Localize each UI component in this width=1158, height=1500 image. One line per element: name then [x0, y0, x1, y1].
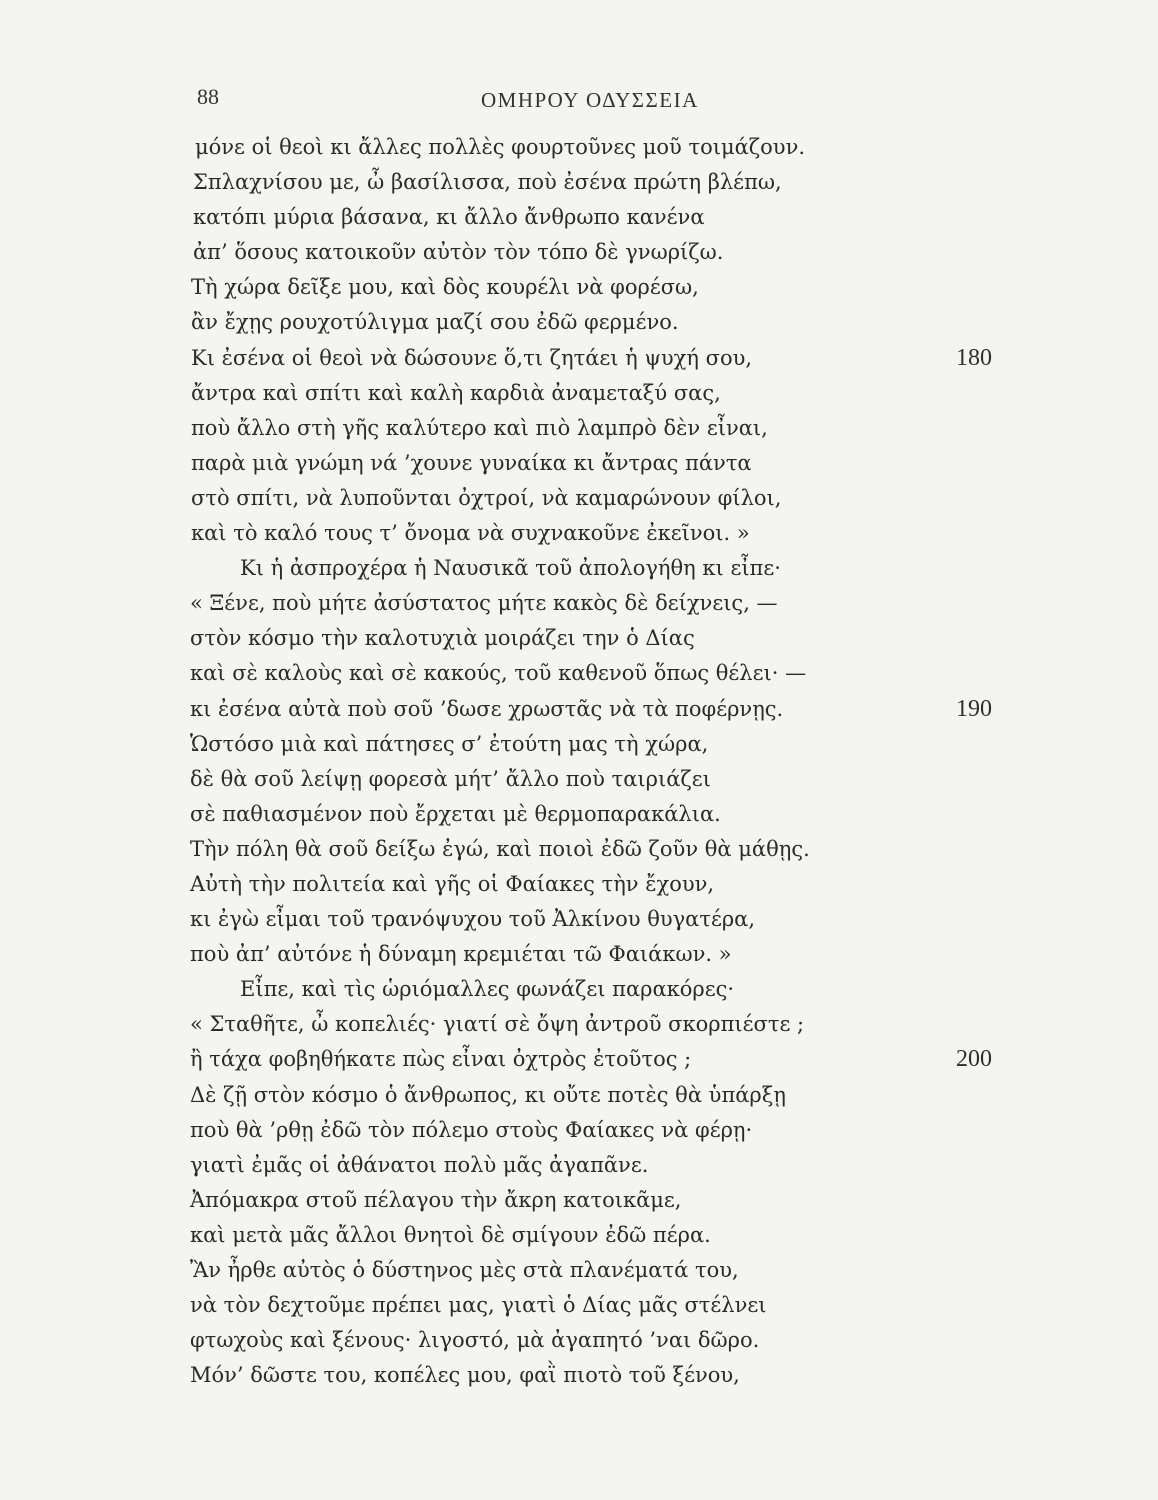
verse-line	[0, 516, 1158, 551]
verse-line	[0, 200, 1158, 235]
verse-text: « Σταθῆτε, ὦ κοπελιές· γιατί σὲ ὄψη ἀντροῦ σκορπιέστε ;	[190, 1012, 805, 1037]
page-number: 88	[197, 84, 219, 109]
verse-text: ἄντρα καὶ σπίτι καὶ καλὴ καρδιὰ ἀναμεταξύ σας,	[191, 380, 721, 405]
verse-line	[0, 165, 1158, 200]
verse-line	[0, 1358, 1158, 1393]
verse-text: σὲ παθιασμένον ποὺ ἔρχεται μὲ θερμοπαρακάλια.	[190, 801, 721, 826]
verse-line	[0, 1148, 1158, 1183]
verse-text: γιατὶ ἐμᾶς οἱ ἀθάνατοι πολὺ μᾶς ἀγαπᾶνε.	[190, 1152, 649, 1177]
verse-text: φτωχοὺς καὶ ξένους· λιγοστό, μὰ ἀγαπητό ’ναι δῶρο.	[190, 1328, 760, 1353]
verse-line	[0, 305, 1158, 340]
verse-line	[0, 692, 1158, 727]
verse-line	[0, 727, 1158, 762]
verse-line	[0, 656, 1158, 691]
verse-line	[0, 1323, 1158, 1358]
verse-text: ποὺ ἀπ’ αὐτόνε ἡ δύναμη κρεμιέται τῶ Φαιάκων. »	[190, 942, 732, 967]
verse-line	[0, 586, 1158, 621]
verse-line	[0, 446, 1158, 481]
verse-line	[0, 1218, 1158, 1253]
verse-text: μόνε οἱ θεοὶ κι ἄλλες πολλὲς φουρτοῦνες μοῦ τοιμάζουν.	[195, 135, 806, 159]
verse-text: καὶ μετὰ μᾶς ἄλλοι θνητοὶ δὲ σμίγουν ἐδῶ πέρα.	[190, 1222, 711, 1247]
verse-text: Ἀπόμακρα στοῦ πέλαγου τὴν ἄκρη κατοικᾶμε,	[190, 1187, 682, 1212]
verse-line	[0, 937, 1158, 972]
verse-text: Τὴ χώρα δεῖξε μου, καὶ δὸς κουρέλι νὰ φορέσω,	[191, 275, 699, 300]
verse-text: δὲ θὰ σοῦ λείψῃ φορεσὰ μήτ’ ἄλλο ποὺ ταιριάζει	[190, 766, 711, 791]
verse-text: Εἶπε, καὶ τὶς ὡριόμαλλες φωνάζει παρακόρες·	[240, 977, 735, 1002]
running-title: ΟΜΗΡΟΥ ΟΔΥΣΣΕΙΑ	[481, 88, 699, 112]
verse-text: νὰ τὸν δεχτοῦμε πρέπει μας, γιατὶ ὁ Δίας μᾶς στέλνει	[190, 1293, 767, 1318]
verse-text: Κι ἡ ἀσπροχέρα ἡ Ναυσικᾶ τοῦ ἀπολογήθη κι εἶπε·	[240, 556, 781, 581]
line-number: 180	[956, 344, 992, 371]
verse-text: ποὺ θὰ ’ρθῃ ἐδῶ τὸν πόλεμο στοὺς Φαίακες νὰ φέρῃ·	[190, 1117, 753, 1142]
page-header	[0, 78, 1158, 118]
verse-text: Δὲ ζῇ στὸν κόσμο ὁ ἄνθρωπος, κι οὔτε ποτὲς θὰ ὑπάρξῃ	[190, 1082, 786, 1107]
verse-line	[0, 411, 1158, 446]
verse-line	[0, 832, 1158, 867]
verse-text: Κι ἐσένα οἱ θεοὶ νὰ δώσουνε ὅ,τι ζητάει ἡ ψυχή σου,	[191, 345, 753, 370]
verse-line	[0, 867, 1158, 902]
verse-line	[0, 1042, 1158, 1077]
verse-text: καὶ σὲ καλοὺς καὶ σὲ κακούς, τοῦ καθενοῦ ὅπως θέλει· —	[190, 661, 807, 686]
verse-text: Σπλαχνίσου με, ὦ βασίλισσα, ποὺ ἐσένα πρώτη βλέπω,	[193, 170, 782, 195]
verse-line	[0, 621, 1158, 656]
verse-line	[0, 1183, 1158, 1218]
verse-text: καὶ τὸ καλό τους τ’ ὄνομα νὰ συχνακοῦνε ἐκεῖνοι. »	[191, 521, 750, 546]
verse-text: ἀπ’ ὅσους κατοικοῦν αὐτὸν τὸν τόπο δὲ γνωρίζω.	[193, 240, 724, 265]
verse-text: ἢ τάχα φοβηθήκατε πὼς εἶναι ὀχτρὸς ἐτοῦτος ;	[190, 1047, 692, 1072]
verse-line	[0, 902, 1158, 937]
verse-block	[0, 130, 1158, 1393]
verse-line	[0, 481, 1158, 516]
line-number: 200	[956, 1046, 992, 1073]
verse-line	[0, 130, 1158, 165]
verse-line	[0, 270, 1158, 305]
line-number: 190	[956, 695, 992, 722]
verse-text: στὸν κόσμο τὴν καλοτυχιὰ μοιράζει την ὁ Δίας	[190, 626, 695, 651]
verse-line	[0, 551, 1158, 586]
verse-line	[0, 376, 1158, 411]
verse-text: Τὴν πόλη θὰ σοῦ δείξω ἐγώ, καὶ ποιοὶ ἐδῶ ζοῦν θὰ μάθῃς.	[190, 836, 810, 861]
verse-line	[0, 1253, 1158, 1288]
verse-line	[0, 235, 1158, 270]
verse-text: κι ἐγὼ εἶμαι τοῦ τρανόψυχου τοῦ Ἀλκίνου θυγατέρα,	[190, 907, 756, 932]
verse-line	[0, 1288, 1158, 1323]
verse-text: στὸ σπίτι, νὰ λυποῦνται ὀχτροί, νὰ καμαρώνουν φίλοι,	[191, 485, 782, 510]
verse-line	[0, 1113, 1158, 1148]
verse-line	[0, 1078, 1158, 1113]
verse-text: ἂν ἔχῃς ρουχοτύλιγμα μαζί σου ἐδῶ φερμένο.	[191, 310, 679, 335]
verse-text: κατόπι μύρια βάσανα, κι ἄλλο ἄνθρωπο κανένα	[193, 205, 705, 230]
verse-text: κι ἐσένα αὐτὰ ποὺ σοῦ ’δωσε χρωστᾶς νὰ τὰ ποφέρνῃς.	[190, 696, 784, 721]
verse-line	[0, 341, 1158, 376]
verse-line	[0, 972, 1158, 1007]
verse-text: « Ξένε, ποὺ μήτε ἀσύστατος μήτε κακὸς δὲ δείχνεις, —	[190, 591, 778, 616]
verse-text: ποὺ ἄλλο στὴ γῆς καλύτερο καὶ πιὸ λαμπρὸ δὲν εἶναι,	[191, 415, 768, 440]
verse-text: Ἂν ἦρθε αὐτὸς ὁ δύστηνος μὲς στὰ πλανέματά του,	[190, 1258, 739, 1282]
verse-line	[0, 762, 1158, 797]
verse-text: παρὰ μιὰ γνώμη νά ’χουνε γυναίκα κι ἄντρας πάντα	[191, 450, 752, 475]
verse-line	[0, 1007, 1158, 1042]
verse-text: Αὐτὴ τὴν πολιτεία καὶ γῆς οἱ Φαίακες τὴν ἔχουν,	[190, 871, 715, 896]
verse-line	[0, 797, 1158, 832]
verse-text: Ὡστόσο μιὰ καὶ πάτησες σ’ ἐτούτη μας τὴ χώρα,	[190, 731, 709, 756]
verse-text: Μόν’ δῶστε του, κοπέλες μου, φαῒ πιοτὸ τοῦ ξένου,	[190, 1363, 740, 1388]
